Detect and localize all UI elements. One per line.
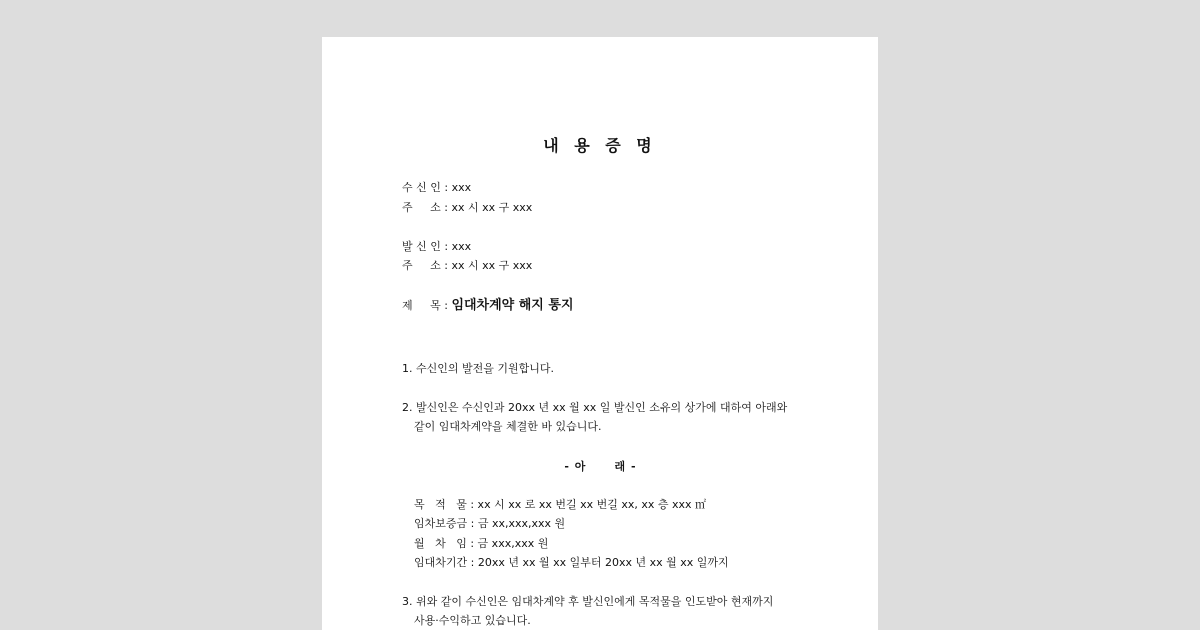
sender-name-label: 발 신 인 : — [402, 240, 452, 253]
sender-name: xxx — [451, 240, 472, 253]
recipient-address-line — [402, 200, 532, 216]
recipient-name-label: 수 신 인 : — [402, 181, 452, 194]
item-lease-period: 임대차기간 : 20xx 년 xx 월 xx 일부터 20xx 년 xx 월 xx 일까지 — [414, 556, 729, 569]
sender-address: xx 시 xx 구 xxx — [451, 259, 533, 272]
subject-label: 제 목 : — [402, 299, 452, 312]
document-page — [322, 37, 878, 630]
item-monthly-rent: 월 차 임 : 금 xxx,xxx 원 — [414, 537, 549, 550]
subject-text: 임대차계약 해지 통지 — [451, 298, 574, 313]
recipient-address-label: 주 소 : — [402, 201, 452, 214]
recipient-address: xx 시 xx 구 xxx — [451, 201, 533, 214]
subject-line — [402, 298, 574, 314]
recipient-name-line — [402, 180, 471, 196]
paragraph-1: 1. 수신인의 발전을 기원합니다. — [402, 362, 554, 375]
paragraph-2-line-1: 2. 발신인은 수신인과 20xx 년 xx 월 xx 일 발신인 소유의 상가에 대하여 아래와 — [402, 401, 788, 414]
sender-name-line — [402, 239, 471, 255]
item-target: 목 적 물 : xx 시 xx 로 xx 번길 xx 번길 xx, xx 층 xxx ㎡ — [414, 498, 707, 511]
paragraph-3-line-1: 3. 위와 같이 수신인은 임대차계약 후 발신인에게 목적물을 인도받아 현재까지 — [402, 595, 774, 608]
item-deposit: 임차보증금 : 금 xx,xxx,xxx 원 — [414, 517, 566, 530]
paragraph-3-line-2: 사용·수익하고 있습니다. — [414, 614, 531, 627]
paragraph-2-line-2: 같이 임대차계약을 체결한 바 있습니다. — [414, 420, 602, 433]
recipient-name: xxx — [451, 181, 472, 194]
sender-address-label: 주 소 : — [402, 259, 452, 272]
note-heading: - 아 래 - — [564, 460, 636, 473]
document-title: 내 용 증 명 — [543, 136, 657, 155]
sender-address-line — [402, 258, 532, 274]
